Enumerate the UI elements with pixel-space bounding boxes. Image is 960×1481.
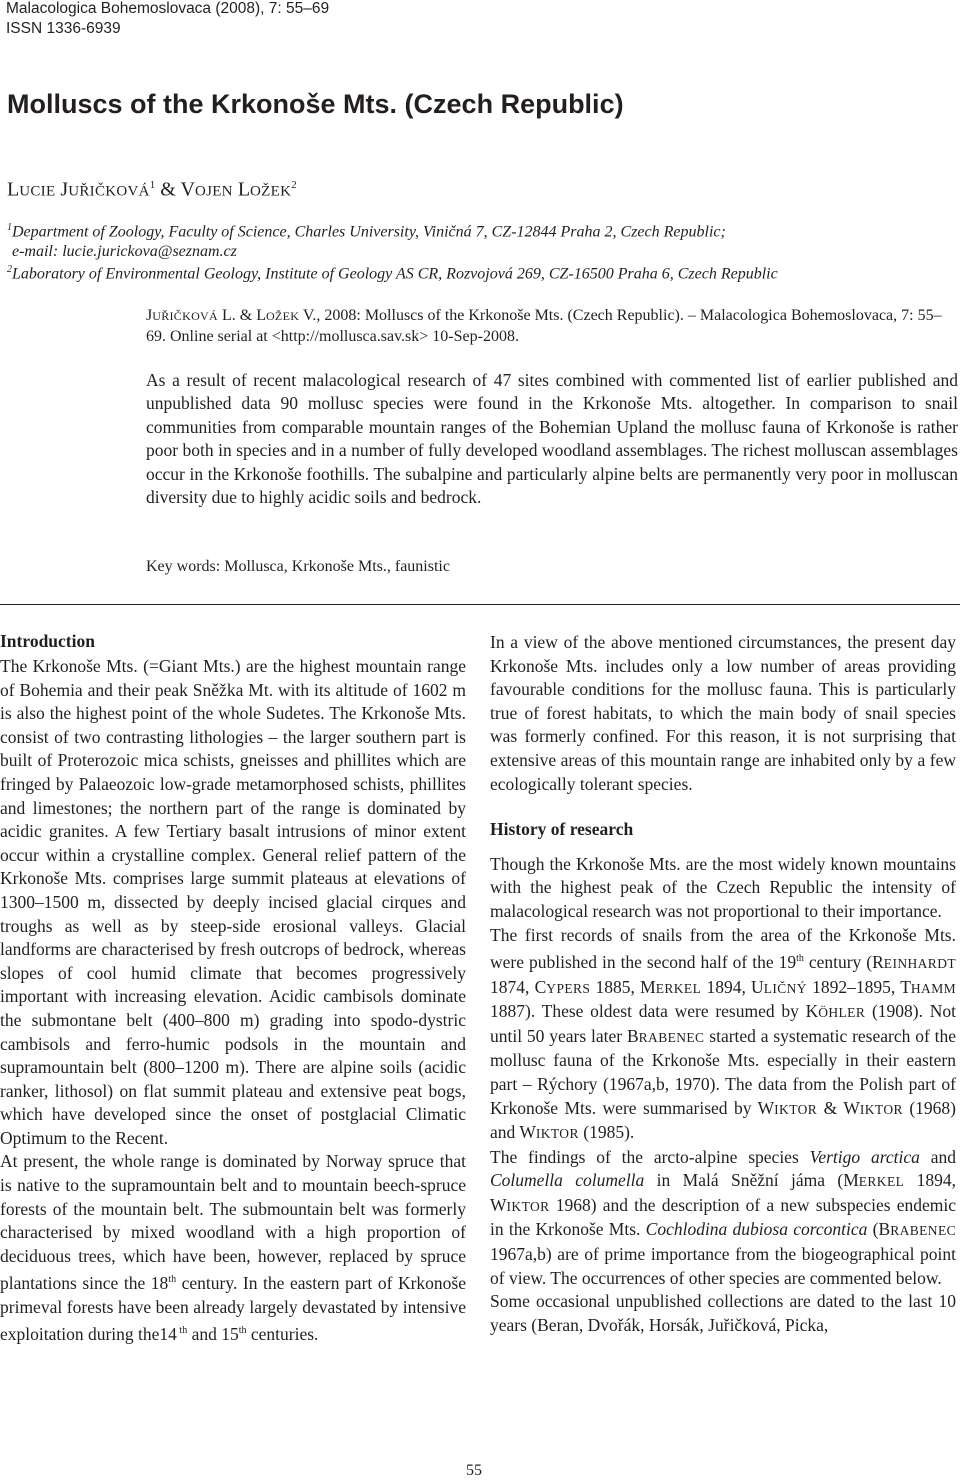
abstract: As a result of recent malacological research of 47 sites combined with commented list of earlier published and unpublished data 90 mollusc species were found in the Krkonoše Mts. altogether. In comparison to snail communities from comparable mountain ranges of the Bohemian Upland the mollusc fauna of Krkonoše is rather poor both in species and in a number of fully developed woodland assemblages. The richest molluscan assemblages occur in the Krkonoše foothills. The subalpine and particularly alpine belts are permanently very poor in molluscan diversity due to highly acidic soils and bedrock. (146, 370, 958, 508)
page-number: 55 (466, 1462, 482, 1479)
affiliation-1: $^1$Department of Zoology, Faculty of Science, Charles University, Viničná 7, CZ-12844 Praha 2, Czech Republic; e-mail: lucie.jurickova@seznam.cz (7, 222, 726, 261)
history-paragraph-3: The findings of the arcto-alpine species Vertigo arctica and Columella columella in Malá Sněžní jáma (MERKEL 1894, WIKTOR 1968) and the description of a new subspecies endemic in the Krkonoše Mts. Cochlodina dubiosa corcontica (BRABENEC 1967a,b) are of prime importance from the biogeographical point of view. The occurrences of other species are commented below. (490, 1146, 956, 1288)
journal-header (6, 0, 329, 39)
left-column (0, 655, 466, 1347)
intro-paragraph-2: At present, the whole range is dominated by Norway spruce that is native to the supramountain belt and to mountain beech-spruce forests of the mountain belt. The submountain belt was formerly characterised by mixed woodland with a high proportion of deciduous trees, which have been, however, replaced by spruce plantations since the 18th century. In the eastern part of Krkonoše primeval forests have been already largely devastated by intensive exploitation during the14 $^{th}$ and 15th centuries. (0, 1151, 466, 1345)
right-column (490, 631, 956, 1337)
author-line: LUCIE JUŘIČKOVÁ$^1$ & VOJEN LOŽEK$^2$ (7, 178, 297, 201)
paper-title: Molluscs of the Krkonoše Mts. (Czech Republic) (7, 89, 624, 119)
journal-citation: Malacologica Bohemoslovaca (2008), 7: 55–69 (6, 0, 330, 17)
history-paragraph-4: Some occasional unpublished collections are dated to the last 10 years (Beran, Dvořák, Horsák, Juřičková, Picka, (490, 1291, 956, 1335)
author-ampersand: & (160, 178, 176, 201)
intro-paragraph-3: In a view of the above mentioned circumstances, the present day Krkonoše Mts. includes only a low number of areas providing favourable conditions for the mollusc fauna. This is particularly true of forest habitats, to which the main body of snail species was formerly confined. For this reason, it is not surprising that extensive areas of this mountain range are inhabited only by a few ecologically tolerant species. (490, 632, 956, 794)
history-paragraph-2: The first records of snails from the area of the Krkonoše Mts. were published in the second half of the 19th century (REINHARDT 1874, CYPERS 1885, MERKEL 1894, ULIČNÝ 1892–1895, THAMM 1887). These oldest data were resumed by KÖHLER (1908). Not until 50 years later BRABENEC started a systematic research of the mollusc fauna of the Krkonoše Mts. especially in their eastern part – Rýchory (1967a,b, 1970). The data from the Polish part of Krkonoše Mts. were summarised by WIKTOR & WIKTOR (1968) and WIKTOR (1985). (490, 924, 957, 1143)
citation-block: JUŘIČKOVÁ L. & LOŽEK V., 2008: Molluscs of the Krkonoše Mts. (Czech Republic). – Malacologica Bohemoslovaca, 7: 55–69. Online serial at <http://mollusca.sav.sk> 10-Sep-2008. (146, 307, 942, 345)
keywords: Key words: Mollusca, Krkonoše Mts., faunistic (146, 558, 450, 575)
journal-issn: ISSN 1336-6939 (6, 20, 121, 37)
author-email: e-mail: lucie.jurickova@seznam.cz (12, 243, 237, 261)
intro-paragraph-1: The Krkonoše Mts. (=Giant Mts.) are the highest mountain range of Bohemia and their peak Sněžka Mt. with its altitude of 1602 m is also the highest point of the whole Sudetes. The Krkonoše Mts. consist of two contrasting lithologies – the larger southern part is built of Proterozoic mica schists, gneisses and phillites which are fringed by Palaeozoic low-grade metamorphosed schists, phillites and limestones; the northern part of the range is dominated by acidic granites. A few Tertiary basalt intrusions of minor extent occur within a crystalline complex. General relief pattern of the Krkonoše Mts. comprises large summit plateaus at elevations of 1300–1500 m, dissected by deeply incised glacial cirques and troughs as well as by steep-side erosional valleys. Glacial landforms are characterised by fresh outcrops of bedrock, whereas slopes of cool humid climate that becomes progressively important with increasing elevation. Acidic cambisols dominate the submontane belt (400–800 m) grading into spodo-dystric cambisols and ferro-humic podsols in the mountain and supramountain belt (800–1200 m). There are alpine soils (acidic ranker, lithosol) on flat summit plateau and extensive peat bogs, which have developed since the onset of postglacial Climatic Optimum to the Recent. (0, 656, 466, 1148)
section-divider (0, 604, 960, 605)
history-paragraph-1: Though the Krkonoše Mts. are the most widely known mountains with the highest peak of the Czech Republic the intensity of malacological research was not proportional to their importance. (490, 853, 956, 921)
introduction-heading: Introduction (0, 631, 95, 651)
affiliation-2: $^2$Laboratory of Environmental Geology, Institute of Geology AS CR, Rozvojová 269, CZ-16500 Praha 6, Czech Republic (7, 264, 778, 283)
history-heading: History of research (490, 819, 634, 840)
